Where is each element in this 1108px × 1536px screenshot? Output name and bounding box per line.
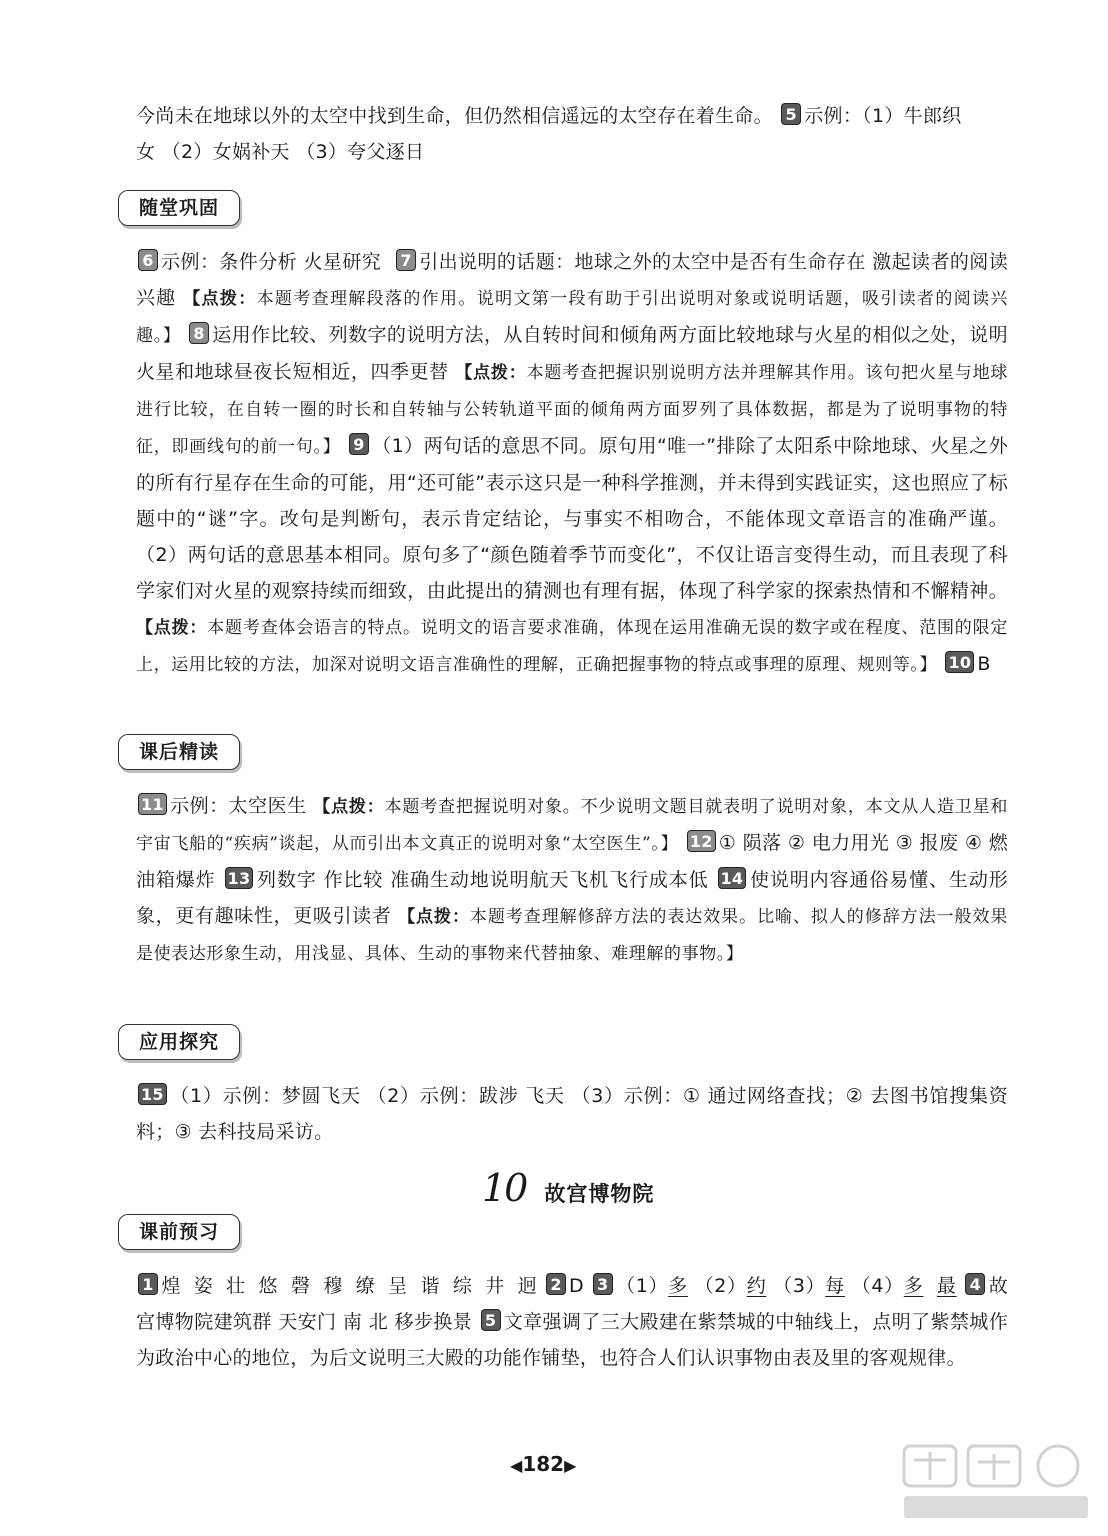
- k-q3-d: （4）: [851, 1275, 904, 1297]
- q9-answer: （1）两句话的意思不同。原句用“唯一”排除了太阳系中除地球、火星之外的所有行星存在生命的可能，用“还可能”表示这只是一种科学推测，并未得到实践证实，这也照应了标题中的“谜”字。改句是判断句，表示肯定结论，与事实不相吻合，不能体现文章语言的准确严谨。 （2）两句话的意思基本相同。原句多了“颜色随着季节而变化”，不仅让语言变得生动，而且表现了科学家们对火星的观察持续而细致，由此提出的猜测也有理有据，体现了科学家的探索热情和不懈精神。: [136, 435, 1009, 602]
- question-badge-13: 13: [225, 867, 254, 889]
- k-q3-c: （3）: [773, 1275, 826, 1297]
- k-q2-answer: D: [569, 1275, 584, 1297]
- top-line2: 女 （2）女娲补天 （3）夸父逐日: [136, 141, 425, 163]
- q14-tip-label: 【点拨：: [398, 907, 470, 927]
- section-header-yingyong: 应用探究: [118, 1024, 240, 1060]
- section-header-kehou: 课后精读: [118, 734, 240, 770]
- q7-tip-label: 【点拨：: [183, 289, 257, 309]
- k-q3-a: （1）: [615, 1275, 669, 1297]
- page-number-value: 182: [522, 1452, 565, 1476]
- yingyong-answers: [136, 1078, 1008, 1150]
- question-badge-7: 7: [396, 249, 416, 271]
- question-badge-2: 2: [546, 1273, 566, 1295]
- q11-tip-label: 【点拨：: [313, 797, 385, 817]
- section-header-keqian: 课前预习: [118, 1214, 240, 1250]
- q13-answer: 列数字 作比较 准确生动地说明航天飞机飞行成本低: [256, 869, 709, 891]
- triangle-right-icon: ▶: [564, 1456, 577, 1475]
- question-badge-4: 4: [965, 1273, 985, 1295]
- q14-tip: 本题考查理解修辞方法的表达效果。比喻、拟人的修辞方法一般效果是使表达形象生动，用浅显、具体、生动的事物来代替抽象、难理解的事物。】: [136, 907, 1008, 964]
- top-line1: 今尚未在地球以外的太空中找到生命，但仍然相信遥远的太空存在着生命。: [136, 105, 773, 127]
- lesson-name: 故宫博物院: [544, 1182, 655, 1206]
- question-badge-9: 9: [349, 433, 369, 455]
- question-badge-1: 1: [138, 1273, 158, 1295]
- q5-answer: 示例：（1）牛郎织: [804, 105, 962, 127]
- q7-answer: 引出说明的话题：地球之外的太空中是否有生命存在 激起读者的阅读兴趣: [136, 251, 1009, 309]
- question-badge-8: 8: [189, 322, 209, 344]
- watermark-logo: [898, 1440, 1094, 1524]
- q11-answer: 示例：太空医生: [169, 795, 307, 817]
- question-badge-5: 5: [781, 103, 801, 125]
- section-header-suitang: 随堂巩固: [118, 190, 240, 226]
- question-badge-11: 11: [138, 793, 167, 815]
- q7-tip: 本题考查理解段落的作用。说明文第一段有助于引出说明对象或说明话题，吸引读者的阅读兴趣。】: [136, 289, 1008, 346]
- k-q3-d-word2: 最: [936, 1275, 957, 1297]
- page-number: [510, 1452, 576, 1476]
- top-continuation: [136, 98, 1008, 170]
- lesson-number: 10: [482, 1166, 527, 1210]
- k-q3-b: （2）: [694, 1275, 747, 1297]
- k-q4-answer: 故宫博物院建筑群 天安门 南 北 移步换景: [136, 1275, 1009, 1333]
- k-q3-d-word1: 多: [903, 1275, 924, 1297]
- suitang-answers: [136, 244, 1008, 683]
- q6-answer: 示例：条件分析 火星研究: [161, 251, 382, 273]
- q9-tip: 本题考查体会语言的特点。说明文的语言要求准确，体现在运用准确无误的数字或在程度、范围的限定上，运用比较的方法，加深对说明文语言准确性的理解，正确把握事物的特点或事理的原理、规则等。】: [136, 618, 1008, 675]
- q10-answer: B: [977, 653, 991, 675]
- question-badge-14: 14: [718, 867, 747, 889]
- q12-answer: ① 陨落 ② 电力用光 ③ 报废 ④ 燃油箱爆炸: [136, 832, 1009, 891]
- question-badge-15: 15: [138, 1083, 167, 1105]
- q11-tip: 本题考查把握说明对象。不少说明文题目就表明了说明对象，本文从人造卫星和宇宙飞船的“疾病”谈起，从而引出本文真正的说明对象“太空医生”。】: [136, 797, 1009, 854]
- q14-answer: 使说明内容通俗易懂、生动形象，更有趣味性，更吸引读者: [136, 869, 1009, 927]
- q8-tip-label: 【点拨：: [455, 363, 527, 383]
- question-badge-6: 6: [138, 249, 158, 271]
- question-badge-12: 12: [687, 830, 716, 852]
- question-badge-10: 10: [945, 651, 974, 673]
- k-q3-a-word: 多: [668, 1275, 688, 1297]
- lesson-title: [482, 1166, 654, 1210]
- q8-tip: 本题考查把握识别说明方法并理解其作用。该句把火星与地球进行比较，在自转一圈的时长和自转轴与公转轨道平面的倾角两方面罗列了具体数据，都是为了说明事物的特征，即画线句的前一句。】: [136, 363, 1009, 457]
- kehou-answers: [136, 788, 1008, 972]
- q9-tip-label: 【点拨：: [136, 618, 208, 638]
- q8-answer: 运用作比较、列数字的说明方法，从自转时间和倾角两方面比较地球与火星的相似之处，说明火星和地球昼夜长短相近，四季更替: [136, 324, 1008, 383]
- question-badge-3: 3: [593, 1273, 613, 1295]
- question-badge-5b: 5: [481, 1309, 501, 1331]
- k-q3-b-word: 约: [746, 1275, 767, 1297]
- q15-answer: （1）示例：梦圆飞天 （2）示例：跋涉 飞天 （3）示例：① 通过网络查找；② 去图书馆搜集资料；③ 去科技局采访。: [136, 1085, 1008, 1143]
- triangle-left-icon: ◀: [510, 1456, 523, 1475]
- keqian-answers: [136, 1268, 1008, 1376]
- k-q3-c-word: 每: [825, 1275, 845, 1297]
- k-q5-answer: 文章强调了三大殿建在紫禁城的中轴线上，点明了紫禁城作为政治中心的地位，为后文说明三大殿的功能作铺垫，也符合人们认识事物由表及里的客观规律。: [136, 1311, 1008, 1369]
- k-q1-answer: 煌 姿 壮 悠 磬 穆 缭 呈 谐 综 井 迥: [161, 1275, 538, 1297]
